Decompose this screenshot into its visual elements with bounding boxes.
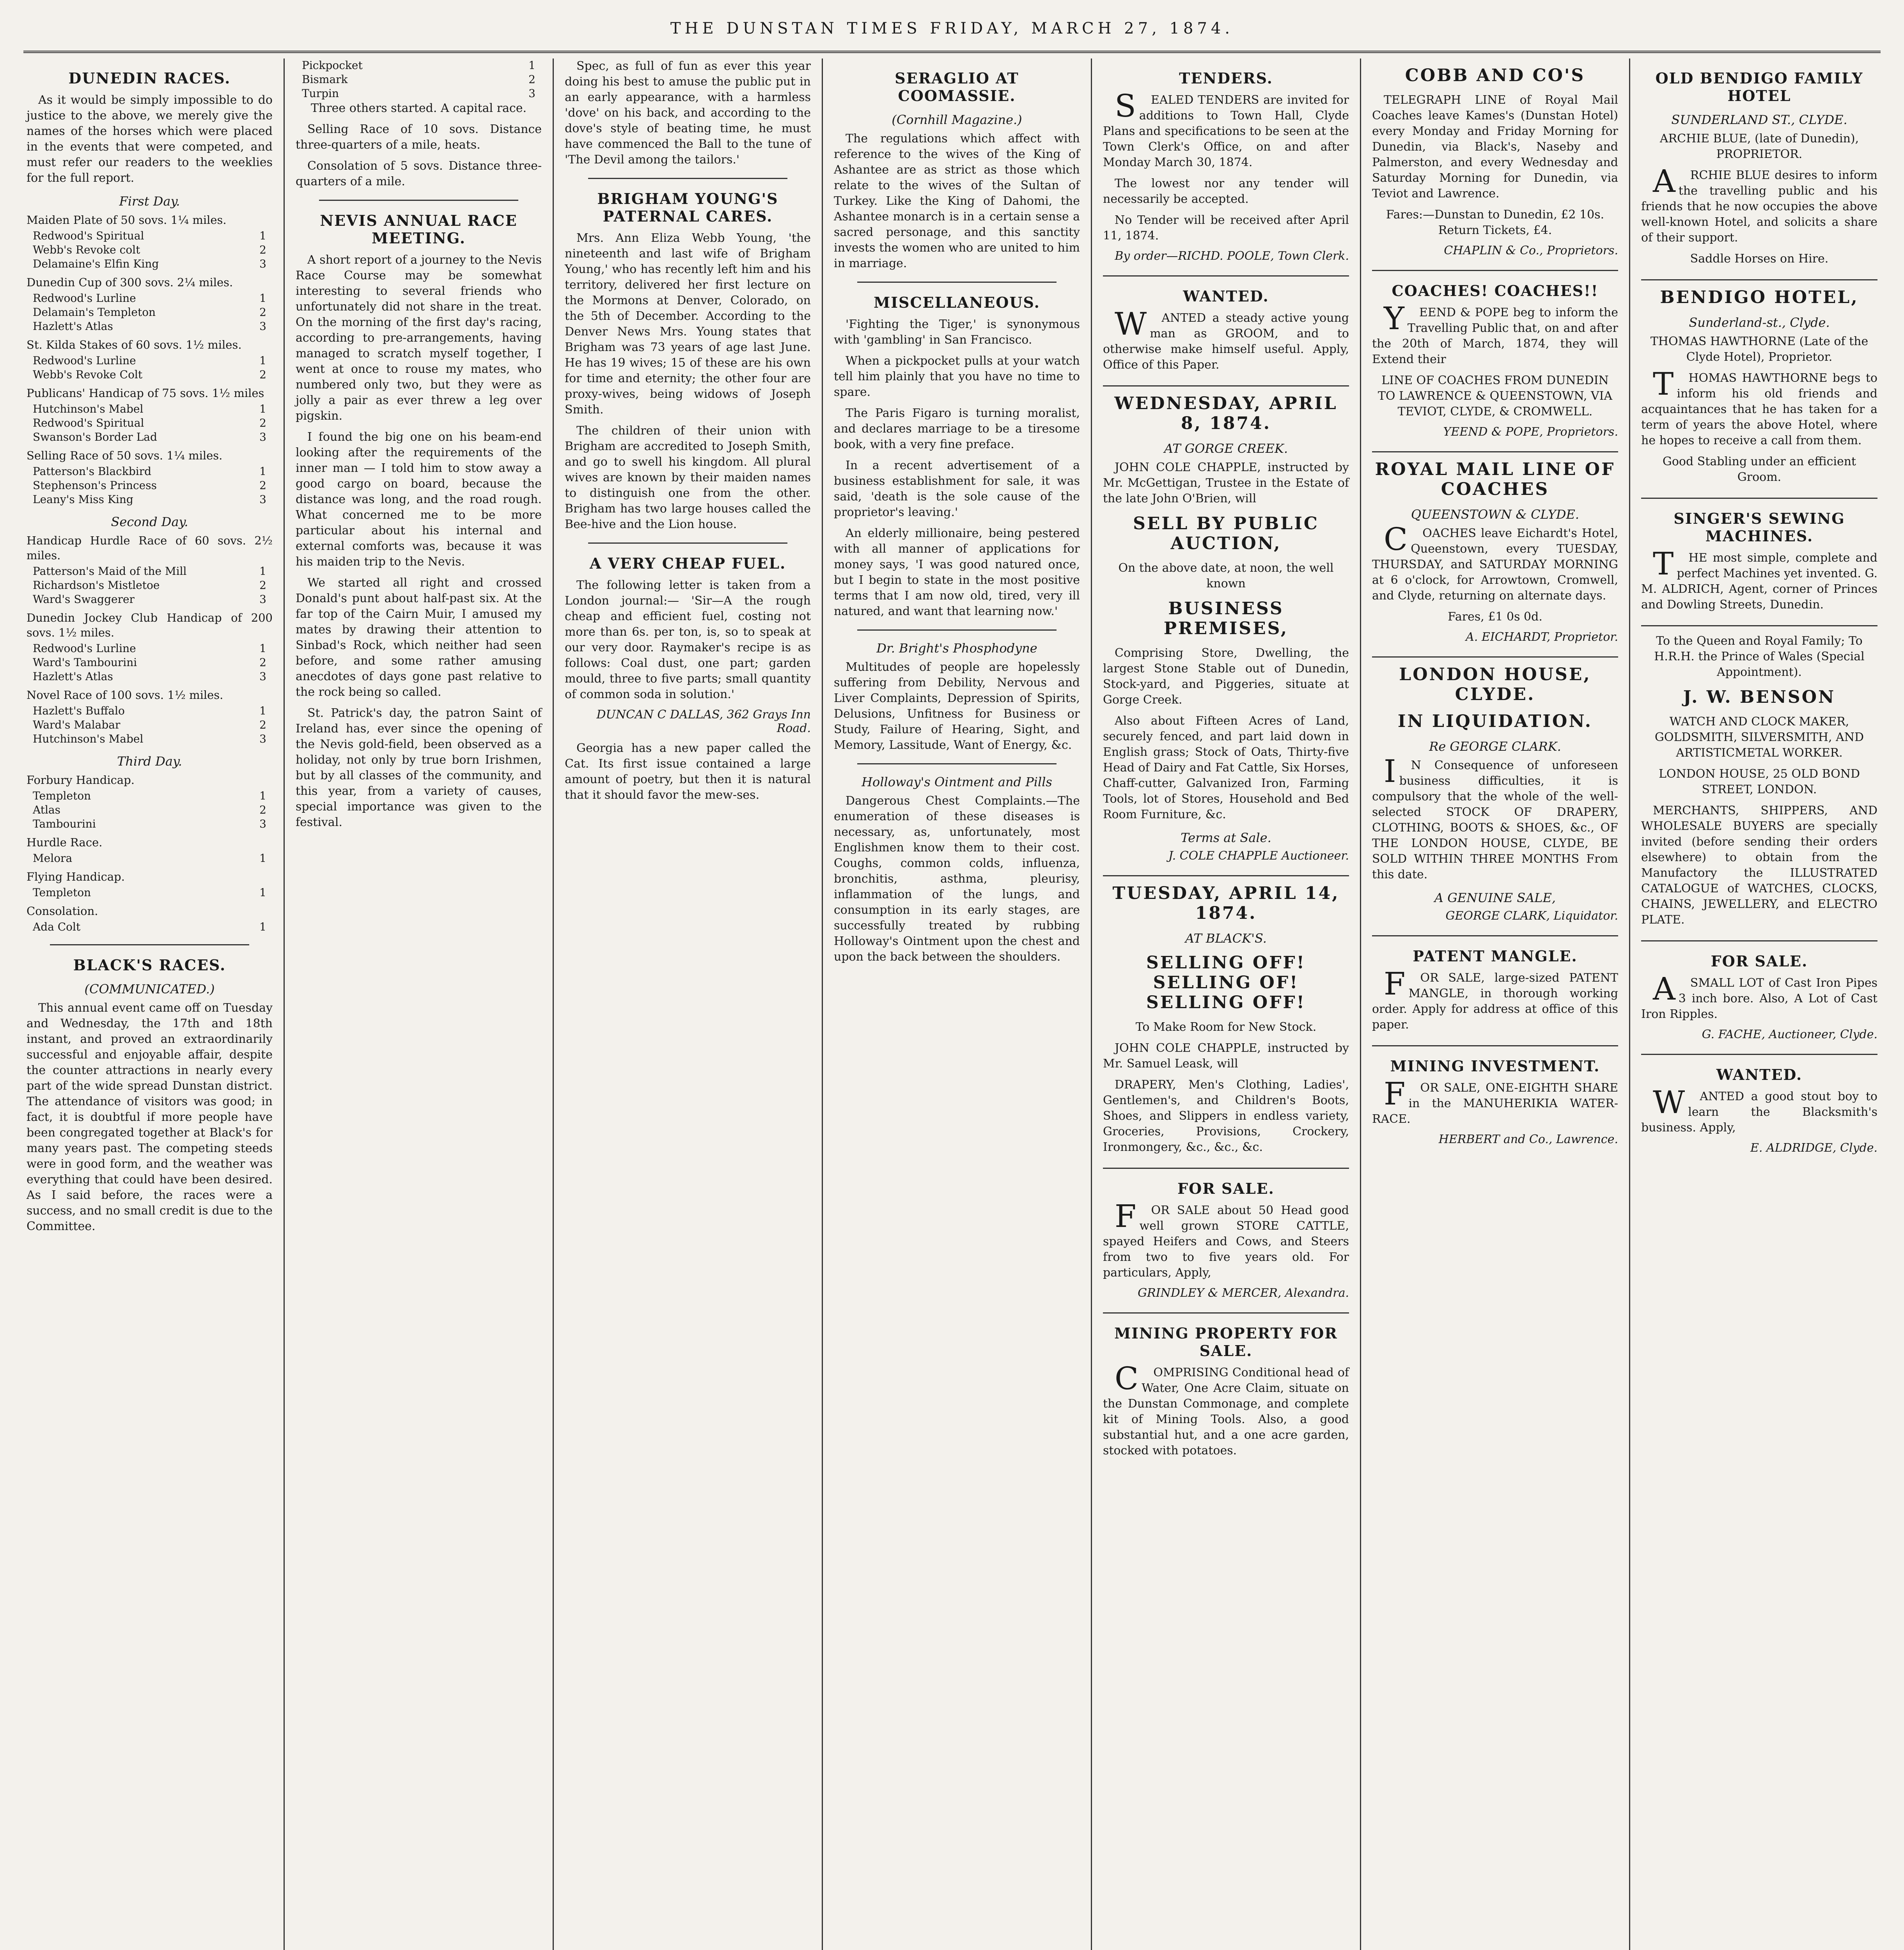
race-entry: [27, 402, 273, 416]
race-entry: [296, 73, 542, 87]
race-entry: [27, 354, 273, 368]
london-house-title: LONDON HOUSE, CLYDE.: [1399, 665, 1591, 704]
cobb-signature: CHAPLIN & Co., Proprietors.: [1444, 244, 1618, 257]
bright-text: Multitudes of people are hopelessly suffering from Debility, Nervous and Liver Complaints, Depression of Spirits, Delusions, Unfitness for Business or Study, Failure of Hearing, Sight, and Memory, Lassitude, Want of Energy, &c.: [834, 660, 1080, 752]
horse-place: 3: [259, 593, 266, 606]
horse-name: Hazlett's Atlas: [33, 320, 113, 333]
horse-name: Delamain's Templeton: [33, 306, 156, 319]
nevis-ball-text: Spec, as full of fun as ever this year doing his best to amuse the public put in an early appearance, with a harmless 'dove' on his back, and according to the dove's style of beating time, he must have commenced the Ball to the tune of 'The Devil among the tailors.': [565, 59, 811, 167]
misc-item-1: 'Fighting the Tiger,' is synonymous with 'gambling' in San Francisco.: [834, 317, 1080, 347]
horse-place: 3: [528, 87, 535, 100]
coach-line: LINE OF COACHES FROM DUNEDIN TO LAWRENCE & QUEENSTOWN, VIA TEVIOT, CLYDE, & CROMWELL.: [1377, 374, 1613, 418]
race-title: St. Kilda Stakes of 60 sovs. 1½ miles.: [27, 338, 242, 351]
race-entry: [27, 592, 273, 606]
race-entry: [27, 416, 273, 430]
race-title: Handicap Hurdle Race of 60 sovs. 2½ miles.: [27, 534, 273, 562]
column-1: [16, 58, 285, 1950]
horse-place: 1: [259, 565, 266, 578]
horse-name: Leany's Miss King: [33, 493, 133, 506]
tenders-text-3: No Tender will be received after April 11, 1874.: [1103, 213, 1349, 243]
yeend-advert: [1372, 282, 1618, 452]
race-entry: [27, 920, 273, 934]
race-entry: [27, 642, 273, 656]
divider: [857, 763, 1057, 764]
singers-advert: [1641, 510, 1877, 626]
mining-investment-title: MINING INVESTMENT.: [1390, 1057, 1600, 1075]
race-title: Dunedin Jockey Club Handicap of 200 sovs. 1½ miles.: [27, 611, 273, 639]
selling-off: SELLING OFF! SELLING OF! SELLING OFF!: [1146, 953, 1306, 1012]
tenders-signature: By order—RICHD. POOLE, Town Clerk.: [1115, 249, 1349, 263]
nevis-text-4: St. Patrick's day, the patron Saint of Ireland has, ever since the opening of the Nevis gold-field, been observed as a holiday, not only by true born Irishmen, but by all classes of the community, and this year, from a variety of causes, special importance was given to the festival.: [296, 706, 542, 829]
race-entry: [27, 368, 273, 382]
for-sale-advert: [1103, 1180, 1349, 1314]
brigham-title: BRIGHAM YOUNG'S PATERNAL CARES.: [597, 190, 778, 225]
horse-place: 2: [259, 479, 266, 492]
horse-place: 2: [259, 579, 266, 592]
horse-name: Atlas: [33, 803, 60, 816]
race-title: Publicans' Handicap of 75 sovs. 1½ miles: [27, 386, 264, 400]
gorge-creek: AT GORGE CREEK.: [1164, 441, 1288, 456]
cheap-fuel-text: The following letter is taken from a London journal:— 'Sir—A the rough cheap and efficient fuel, costing not more than 6s. per ton, is, so to speak at our very door. Raymaker's recipe is as follows: Coal dust, one part; garden mould, three to five parts; small quantity of common soda in solution.': [565, 578, 811, 701]
divider: [50, 944, 249, 945]
dunedin-races-title: DUNEDIN RACES.: [68, 69, 231, 87]
blacks-races-text: This annual event came off on Tuesday and Wednesday, the 17th and 18th instant, and proved an extraordinarily successful and enjoyable affair, despite the counter attractions in nearly every part of the wide spread Dunstan district. The attendance of visitors was good; in fact, it is doubtful if more people have been congregated together at Black's for many years past. The competing steeds were in good form, and the weather was everything that could have been desired. As I said before, the races were a success, and no small credit is due to the Committee.: [27, 1001, 273, 1233]
chapple-intro-2: JOHN COLE CHAPPLE, instructed by Mr. Samuel Leask, will: [1103, 1041, 1349, 1071]
column-3: [554, 58, 823, 1950]
mining-investment-signature: HERBERT and Co., Lawrence.: [1438, 1133, 1618, 1146]
horse-name: Hazlett's Buffalo: [33, 704, 125, 717]
race-entry: [27, 656, 273, 670]
re-clark: Re GEORGE CLARK.: [1429, 739, 1561, 754]
horse-name: Pickpocket: [302, 59, 363, 72]
brigham-text-2: The children of their union with Brigham are accredited to Joseph Smith, and go to swell his kingdom. All plural wives are known by their maiden names to distinguish one from the other. Brigham has two large houses called the Bee-hive and the Lion house.: [565, 424, 811, 531]
horse-name: Stephenson's Princess: [33, 479, 157, 492]
horse-place: 3: [259, 493, 266, 506]
tenders-text-2: The lowest nor any tender will necessarily be accepted.: [1103, 177, 1349, 206]
nevis-title: NEVIS ANNUAL RACE MEETING.: [320, 212, 518, 247]
horse-place: 2: [259, 718, 266, 731]
wanted-title: WANTED.: [1183, 287, 1269, 305]
race-entry: [27, 789, 273, 803]
yeend-text: YEEND & POPE beg to inform the Travelling Public that, on and after the 20th of March, 1874, they will Extend their: [1372, 300, 1618, 366]
auction-date-2: TUESDAY, APRIL 14, 1874.: [1112, 883, 1340, 923]
bendigo-title: BENDIGO HOTEL,: [1660, 287, 1859, 307]
horse-place: 1: [259, 704, 266, 717]
race-entry: [27, 319, 273, 333]
race-entry: [27, 718, 273, 732]
mangle-text: FOR SALE, large-sized PATENT MANGLE, in thorough working order. Apply for address at office of this paper.: [1372, 966, 1618, 1032]
divider: [319, 200, 518, 201]
horse-name: Ward's Swaggerer: [33, 593, 135, 606]
nevis-text-3: We started all right and crossed Donald's punt about half-past six. At the far top of the Cairn Muir, I amused my mates by drawing their attention to Sinbad's Rock, which neither had seen before, and some rather amusing anecdotes of days gone past relative to the rock being so called.: [296, 576, 542, 699]
benson-sub: WATCH AND CLOCK MAKER, GOLDSMITH, SILVERSMITH, AND ARTISTICMETAL WORKER.: [1654, 715, 1864, 760]
for-sale-2-title: FOR SALE.: [1711, 952, 1808, 970]
horse-name: Swanson's Border Lad: [33, 431, 157, 443]
horse-name: Turpin: [302, 87, 339, 100]
misc-item-4: In a recent advertisement of a business establishment for sale, it was said, 'death is the sole cause of the proprietor's leaving.': [834, 459, 1080, 519]
horse-place: 1: [259, 920, 266, 933]
horse-place: 1: [259, 229, 266, 242]
horse-place: 2: [528, 73, 535, 86]
thomas-proprietor: THOMAS HAWTHORNE (Late of the Clyde Hotel), Proprietor.: [1650, 335, 1869, 364]
for-sale-title: FOR SALE.: [1177, 1180, 1275, 1197]
thomas-text: THOMAS HAWTHORNE begs to inform his old friends and acquaintances that he has taken for a term of years the above Hotel, where he hopes to receive a call from them.: [1641, 366, 1877, 447]
seraglio-title: SERAGLIO AT COOMASSIE.: [895, 69, 1019, 105]
horse-name: Ada Colt: [33, 920, 81, 933]
london-house-advert: [1372, 665, 1618, 936]
blacks-auction-advert: [1103, 883, 1349, 1169]
race-title: Selling Race of 50 sovs. 1¼ miles.: [27, 449, 223, 462]
horse-name: Redwood's Spiritual: [33, 417, 144, 429]
horse-name: Ward's Malabar: [33, 718, 121, 731]
seraglio-text: The regulations which affect with reference to the wives of the King of Ashantee are as strict as those which relate to the wives of the Sultan of Turkey. Like the King of Dahomi, the Ashantee monarch is in a certain sense a sacred personage, and this sanctity invests the women who are united to him in marriage.: [834, 132, 1080, 270]
archie-proprietor: ARCHIE BLUE, (late of Dunedin), PROPRIETOR.: [1659, 132, 1859, 161]
cobb-advert: [1372, 66, 1618, 271]
race-title: Consolation.: [27, 904, 98, 918]
horse-place: 2: [259, 803, 266, 816]
wanted-2-title: WANTED.: [1716, 1066, 1803, 1083]
mining-property-advert: [1103, 1324, 1349, 1459]
cobb-text: TELEGRAPH LINE of Royal Mail Coaches leave Kames's (Dunstan Hotel) every Monday and Friday Morning for Dunedin, via Black's, Naseby and Palmerston, and every Wednesday and Saturday Morning for Dunedin, via Teviot and Lawrence.: [1372, 93, 1618, 200]
chapple-signature: J. COLE CHAPPLE Auctioneer.: [1168, 849, 1349, 863]
horse-name: Webb's Revoke colt: [33, 243, 140, 256]
georgia-paragraph: Georgia has a new paper called the Cat. Its first issue contained a large amount of poetry, but then it is natural that it should favor the mew-ses.: [565, 741, 811, 802]
dunedin-intro: As it would be simply impossible to do justice to the above, we merely give the names of the horses which were placed in the events that were competed, and must refer our readers to the weeklies for the full report.: [27, 93, 273, 185]
horse-name: Patterson's Blackbird: [33, 465, 152, 478]
cheap-fuel-signature: DUNCAN C DALLAS, 362 Grays Inn Road.: [596, 708, 811, 735]
mining-property-title: MINING PROPERTY FOR SALE.: [1114, 1324, 1338, 1360]
column-4: [823, 58, 1092, 1950]
race-entry: [27, 670, 273, 684]
mangle-title: PATENT MANGLE.: [1413, 947, 1578, 965]
horse-place: 1: [259, 402, 266, 415]
benson-address: LONDON HOUSE, 25 OLD BOND STREET, LONDON.: [1658, 767, 1860, 796]
consolation-race: Consolation of 5 sovs. Distance three-quarters of a mile.: [296, 159, 542, 188]
for-sale-2-text: ASMALL LOT of Cast Iron Pipes 3 inch bore. Also, A Lot of Cast Iron Ripples.: [1641, 971, 1877, 1021]
misc-item-5: An elderly millionaire, being pestered with all manner of applications for money says, 'I was good natured once, but I begin to state in the most positive terms that I am now old, tired, very ill natured, and want that learning now.': [834, 526, 1080, 618]
blacks-races-title: BLACK'S RACES.: [73, 956, 226, 974]
misc-item-3: The Paris Figaro is turning moralist, and declares marriage to be a tiresome book, with a very fine preface.: [834, 406, 1080, 451]
saddle-horses: Saddle Horses on Hire.: [1690, 252, 1829, 266]
columns: [16, 58, 1888, 1950]
divider: [588, 542, 787, 544]
wanted-text: WANTED a steady active young man as GROOM, and to otherwise make himself useful. Apply, Office of this Paper.: [1103, 306, 1349, 372]
third-day-heading: Third Day.: [117, 754, 182, 769]
archie-text: ARCHIE BLUE desires to inform the travelling public and his friends that he now occupies the above well-known Hotel, and solicits a share of their support.: [1641, 163, 1877, 245]
mining-property-text: COMPRISING Conditional head of Water, One Acre Claim, situate on the Dunstan Commonage, and complete kit of Mining Tools. Also, a good substantial hut, and a one acre garden, stocked with potatoes.: [1103, 1360, 1349, 1457]
seraglio-source: (Cornhill Magazine.): [892, 112, 1022, 127]
race-title: Hurdle Race.: [27, 836, 103, 849]
tenders-text: SEALED TENDERS are invited for additions to Town Hall, Clyde Plans and specifications to be seen at the Town Clerk's Office, on and after Monday March 30, 1874.: [1103, 88, 1349, 169]
horse-name: Webb's Revoke Colt: [33, 368, 143, 381]
gorge-auction-advert: [1103, 394, 1349, 876]
blacks-races-sub: (COMMUNICATED.): [84, 982, 215, 996]
race-entry: [27, 704, 273, 718]
horse-place: 1: [528, 59, 535, 72]
races-second-day: [27, 533, 273, 746]
horse-name: Templeton: [33, 886, 91, 899]
horse-name: Delamaine's Elfin King: [33, 257, 159, 270]
coaches-text: COACHES leave Eichardt's Hotel, Queenstown, every TUESDAY, THURSDAY, and SATURDAY MORNING at 6 o'clock, for Arrowtown, Cromwell, and Clyde, returning on alternate days.: [1372, 521, 1618, 603]
horse-place: 2: [259, 368, 266, 381]
race-entry: [296, 58, 542, 73]
race-entry: [27, 886, 273, 900]
horse-name: Redwood's Spiritual: [33, 229, 144, 242]
bendigo-hotel-advert: [1641, 287, 1877, 499]
race-entry: [27, 803, 273, 817]
stabling: Good Stabling under an efficient Groom.: [1662, 455, 1856, 484]
horse-place: 1: [259, 465, 266, 478]
horse-place: 3: [259, 257, 266, 270]
mangle-advert: [1372, 947, 1618, 1046]
singers-text: THE most simple, complete and perfect Machines yet invented. G. M. ALDRICH, Agent, corner of Princes and Dowling Streets, Dunedin.: [1641, 546, 1877, 612]
clark-signature: GEORGE CLARK, Liquidator.: [1445, 909, 1618, 923]
cobb-title: COBB AND CO'S: [1405, 66, 1585, 85]
race-entry: [27, 291, 273, 305]
holloway-title: Holloway's Ointment and Pills: [862, 775, 1052, 789]
race-entry: [27, 732, 273, 746]
royal-mail-title: ROYAL MAIL LINE OF COACHES: [1375, 459, 1615, 499]
race-entry: [27, 479, 273, 493]
selling-race: Selling Race of 10 sovs. Distance three-quarters of a mile, heats.: [296, 122, 542, 152]
nevis-text-2: I found the big one on his beam-end looking after the requirements of the inner man — I told him to stow away a good cargo on board, because the distance was long, and the road rough. What concerned me to be more particular about his internal and external comforts was, because it was his maiden trip to the Nevis.: [296, 430, 542, 569]
race-title: Maiden Plate of 50 sovs. 1¼ miles.: [27, 213, 227, 227]
horse-name: Hutchinson's Mabel: [33, 732, 144, 745]
horse-name: Bismark: [302, 73, 348, 86]
cheap-fuel-title: A VERY CHEAP FUEL.: [589, 555, 786, 572]
horse-name: Hazlett's Atlas: [33, 670, 113, 683]
old-bendigo-title: OLD BENDIGO FAMILY HOTEL: [1655, 69, 1863, 105]
race-results: [296, 58, 542, 101]
race-entry: [27, 305, 273, 319]
brigham-text-1: Mrs. Ann Eliza Webb Young, 'the nineteenth and last wife of Brigham Young,' who has recently left him and his territory, delivered her first lecture on the Mormons at Denver, Colorado, on the 5th of December. According to the Denver News Mrs. Young states that Brigham was 73 years of age last June. He has 19 wives; 15 of these are his own for time and eternity; the other four are proxy-wives, being widows of Joseph Smith.: [565, 231, 811, 417]
for-sale-signature: GRINDLEY & MERCER, Alexandra.: [1138, 1286, 1349, 1300]
sell-by-auction: SELL BY PUBLIC AUCTION,: [1133, 514, 1319, 553]
races-first-day: [27, 213, 273, 507]
masthead-title: THE DUNSTAN TIMES FRIDAY, MARCH 27, 1874.: [670, 20, 1234, 37]
tenders-title: TENDERS.: [1179, 69, 1273, 87]
nevis-text-1: A short report of a journey to the Nevis Race Course may be somewhat interesting to several friends who unfortunately did not share in the treat. On the morning of the first day's racing, according to pre-arrangements, having managed to scratch myself together, I went at once to rouse my mates, who numbered only two, but they were as jolly a pair as ever threw a leg over pigskin.: [296, 253, 542, 423]
liquidation-text: IN Consequence of unforeseen business difficulties, it is compulsory that the whole of the well-selected STOCK OF DRAPERY, CLOTHING, BOOTS & SHOES, &c., OF THE LONDON HOUSE, CLYDE, BE SOLD WITHIN THREE MONTHS From this date.: [1372, 753, 1618, 881]
horse-place: 2: [259, 306, 266, 319]
old-bendigo-advert: [1641, 69, 1877, 280]
horse-name: Patterson's Maid of the Mill: [33, 565, 187, 578]
business-premises: BUSINESS PREMISES,: [1163, 599, 1289, 638]
bright-title: Dr. Bright's Phosphodyne: [876, 641, 1037, 656]
divider: [857, 629, 1057, 631]
races-third-day: [27, 773, 273, 934]
race-entry: [27, 493, 273, 507]
horse-name: Redwood's Lurline: [33, 292, 136, 305]
chapple-intro-1: JOHN COLE CHAPPLE, instructed by Mr. McGettigan, Trustee in the Estate of the late John O'Brien, will: [1103, 461, 1349, 505]
old-bendigo-sub: SUNDERLAND ST., CLYDE.: [1671, 112, 1847, 127]
horse-place: 3: [259, 670, 266, 683]
horse-name: Richardson's Mistletoe: [33, 579, 160, 592]
divider: [857, 282, 1057, 283]
horse-place: 3: [259, 320, 266, 333]
horse-name: Melora: [33, 852, 73, 865]
wanted-2-advert: [1641, 1066, 1877, 1155]
horse-place: 2: [259, 417, 266, 429]
at-blacks: AT BLACK'S.: [1185, 931, 1267, 946]
also-text: Also about Fifteen Acres of Land, securely fenced, and part laid down in English grass; Stock of Oats, Thirty-five Head of Dairy and Fat Cattle, Six Horses, Chaff-cutter, Galvanized Iron, Farming Tools, lot of Stores, Household and Bed Room Furniture, &c.: [1103, 714, 1349, 821]
horse-place: 2: [259, 243, 266, 256]
cobb-fares: Fares:—Dunstan to Dunedin, £2 10s. Return Tickets, £4.: [1386, 208, 1604, 237]
bendigo-sub: Sunderland-st., Clyde.: [1689, 315, 1830, 330]
aldridge-signature: E. ALDRIDGE, Clyde.: [1750, 1141, 1877, 1155]
horse-name: Tambourini: [33, 817, 96, 830]
race-note: Three others started. A capital race.: [310, 101, 527, 115]
terms: Terms at Sale.: [1181, 830, 1271, 845]
misc-title: MISCELLANEOUS.: [874, 294, 1040, 311]
race-title: Forbury Handicap.: [27, 773, 135, 787]
horse-name: Templeton: [33, 789, 91, 802]
sell-when: On the above date, at noon, the well known: [1118, 561, 1334, 590]
drapery-text: DRAPERY, Men's Clothing, Ladies', Gentlemen's, and Children's Boots, Shoes, and Slippers in endless variety, Groceries, Provisions, Crockery, Ironmongery, &c., &c., &c.: [1103, 1078, 1349, 1154]
mining-investment-text: FOR SALE, ONE-EIGHTH SHARE in the MANUHERIKIA WATER-RACE.: [1372, 1076, 1618, 1126]
wanted-advert: [1103, 287, 1349, 386]
horse-place: 1: [259, 292, 266, 305]
horse-place: 1: [259, 789, 266, 802]
holloway-text: Dangerous Chest Complaints.—The enumeration of these diseases is necessary, as, unfortunately, most Englishmen know them to their cost. Coughs, common colds, influenza, bronchitis, asthma, pleurisy, inflammation of the lungs, and consumption in its early stages, are successfully treated by rubbing Holloway's Ointment upon the chest and upon the back between the shoulders.: [834, 794, 1080, 964]
coach-fares: Fares, £1 0s 0d.: [1448, 610, 1542, 624]
race-entry: [27, 257, 273, 271]
wanted-2-text: WANTED a good stout boy to learn the Blacksmith's business. Apply,: [1641, 1084, 1877, 1135]
race-entry: [27, 817, 273, 831]
horse-place: 3: [259, 817, 266, 830]
horse-place: 3: [259, 431, 266, 443]
race-entry: [27, 464, 273, 479]
yeend-signature: YEEND & POPE, Proprietors.: [1443, 425, 1618, 439]
merchants-text: MERCHANTS, SHIPPERS, AND WHOLESALE BUYERS are specially invited (before sending their orders elsewhere) to obtain from the Manufactory the ILLUSTRATED CATALOGUE of WATCHES, CLOCKS, CHAINS, JEWELLERY, and ELECTRO PLATE.: [1641, 804, 1877, 927]
column-6: [1361, 58, 1630, 1950]
race-entry: [27, 430, 273, 444]
horse-name: Redwood's Lurline: [33, 642, 136, 655]
horse-place: 1: [259, 642, 266, 655]
race-entry: [27, 229, 273, 243]
column-5: [1092, 58, 1361, 1950]
horse-place: 3: [259, 732, 266, 745]
race-title: Dunedin Cup of 300 sovs. 2¼ miles.: [27, 276, 233, 289]
for-sale-text: FOR SALE about 50 Head good well grown STORE CATTLE, spayed Heifers and Cows, and Steers from two to five years old. For particulars, Apply,: [1103, 1198, 1349, 1280]
horse-place: 1: [259, 354, 266, 367]
liquidation-title: IN LIQUIDATION.: [1397, 711, 1593, 731]
horse-name: Redwood's Lurline: [33, 354, 136, 367]
auction-date-1: WEDNESDAY, APRIL 8, 1874.: [1114, 394, 1338, 433]
coach-route: QUEENSTOWN & CLYDE.: [1411, 507, 1580, 522]
benson-advert: [1641, 633, 1877, 941]
first-day-heading: First Day.: [119, 194, 180, 209]
race-entry: [27, 243, 273, 257]
eichardt-signature: A. EICHARDT, Proprietor.: [1466, 630, 1618, 644]
horse-place: 1: [259, 886, 266, 899]
divider: [588, 178, 787, 179]
cast-iron-advert: [1641, 952, 1877, 1055]
race-title: Novel Race of 100 sovs. 1½ miles.: [27, 688, 223, 702]
mining-investment-advert: [1372, 1057, 1618, 1146]
royal-mail-advert: [1372, 459, 1618, 658]
race-entry: [296, 87, 542, 101]
royal-appointment: To the Queen and Royal Family; To H.R.H. the Prince of Wales (Special Appointment).: [1654, 634, 1865, 679]
horse-name: Ward's Tambourini: [33, 656, 137, 669]
horse-place: 1: [259, 852, 266, 865]
genuine-sale: A GENUINE SALE,: [1434, 890, 1556, 905]
fache-signature: G. FACHE, Auctioneer, Clyde.: [1702, 1028, 1877, 1041]
race-entry: [27, 578, 273, 592]
horse-place: 2: [259, 656, 266, 669]
column-7: [1630, 58, 1888, 1950]
second-day-heading: Second Day.: [111, 514, 188, 529]
race-entry: [27, 564, 273, 578]
race-entry: [27, 851, 273, 865]
column-2: [285, 58, 554, 1950]
masthead: [23, 8, 1881, 53]
coaches-title: COACHES! COACHES!!: [1392, 282, 1599, 300]
misc-item-2: When a pickpocket pulls at your watch tell him plainly that you have no time to spare.: [834, 354, 1080, 399]
singers-title: SINGER'S SEWING MACHINES.: [1674, 510, 1845, 545]
make-room: To Make Room for New Stock.: [1135, 1020, 1317, 1034]
premises-text: Comprising Store, Dwelling, the largest Stone Stable out of Dunedin, Stock-yard, and Piggeries, situate at Gorge Creek.: [1103, 646, 1349, 707]
horse-name: Hutchinson's Mabel: [33, 402, 144, 415]
tenders-advert: [1103, 69, 1349, 277]
race-title: Flying Handicap.: [27, 870, 125, 883]
benson-title: J. W. BENSON: [1683, 687, 1836, 707]
